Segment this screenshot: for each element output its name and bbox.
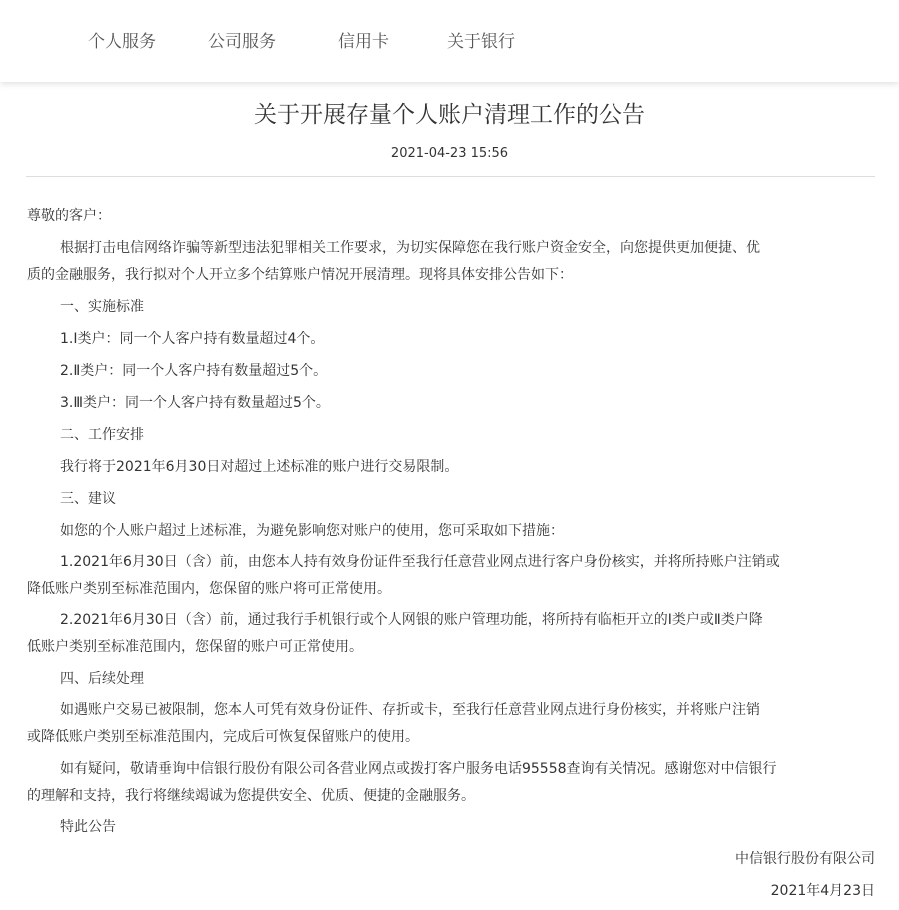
arrangement-text: 我行将于2021年6月30日对超过上述标准的账户进行交易限制。 <box>60 459 459 475</box>
follow-up-1-line-1: 如遇账户交易已被限制，您本人可凭有效身份证件、存折或卡，至我行任意营业网点进行身份核实，并将账户注销 <box>60 702 760 718</box>
section-heading-arrangement: 二、工作安排 <box>60 427 144 443</box>
section-heading-standards: 一、实施标准 <box>60 299 144 315</box>
nav-corporate-services[interactable]: 公司服务 <box>208 32 276 52</box>
title-divider <box>26 176 875 177</box>
signature-company: 中信银行股份有限公司 <box>735 851 875 867</box>
suggestion-1-line-1: 1.2021年6月30日（含）前，由您本人持有效身份证件至我行任意营业网点进行客户身份核实，并将所持账户注销或 <box>60 554 780 570</box>
signature-date: 2021年4月23日 <box>770 883 875 899</box>
nav-credit-card[interactable]: 信用卡 <box>338 32 389 52</box>
page-title: 关于开展存量个人账户清理工作的公告 <box>254 102 645 128</box>
follow-up-2-line-2: 的理解和支持，我行将继续竭诚为您提供安全、优质、便捷的金融服务。 <box>27 788 475 804</box>
suggestion-2-line-1: 2.2021年6月30日（含）前，通过我行手机银行或个人网银的账户管理功能，将所持有临柜开立的Ⅰ类户或Ⅱ类户降 <box>60 612 763 628</box>
nav-personal-services[interactable]: 个人服务 <box>88 32 156 52</box>
intro-paragraph-line-2: 质的金融服务，我行拟对个人开立多个结算账户情况开展清理。现将具体安排公告如下： <box>27 267 573 283</box>
follow-up-2-line-1: 如有疑问，敬请垂询中信银行股份有限公司各营业网点或拨打客户服务电话95558查询有关情况。感谢您对中信银行 <box>60 761 777 777</box>
nav-about-bank[interactable]: 关于银行 <box>447 32 515 52</box>
publish-date: 2021-04-23 15:56 <box>390 146 509 161</box>
intro-paragraph-line-1: 根据打击电信网络诈骗等新型违法犯罪相关工作要求，为切实保障您在我行账户资金安全，向您提供更加便捷、优 <box>60 240 760 256</box>
suggestion-2-line-2: 低账户类别至标准范围内，您保留的账户可正常使用。 <box>27 639 363 655</box>
greeting: 尊敬的客户： <box>27 208 111 224</box>
section-heading-follow-up: 四、后续处理 <box>60 671 144 687</box>
section-heading-suggestions: 三、建议 <box>60 491 116 507</box>
standard-item-2: 2.Ⅱ类户：同一个人客户持有数量超过5个。 <box>60 363 328 379</box>
suggestion-1-line-2: 降低账户类别至标准范围内，您保留的账户将可正常使用。 <box>27 581 391 597</box>
standard-item-1: 1.Ⅰ类户：同一个人客户持有数量超过4个。 <box>60 331 325 347</box>
follow-up-1-line-2: 或降低账户类别至标准范围内，完成后可恢复保留账户的使用。 <box>27 729 419 745</box>
top-navigation <box>0 0 899 82</box>
closing-text: 特此公告 <box>60 819 116 835</box>
suggestions-intro: 如您的个人账户超过上述标准，为避免影响您对账户的使用，您可采取如下措施： <box>60 523 564 539</box>
standard-item-3: 3.Ⅲ类户：同一个人客户持有数量超过5个。 <box>60 395 330 411</box>
